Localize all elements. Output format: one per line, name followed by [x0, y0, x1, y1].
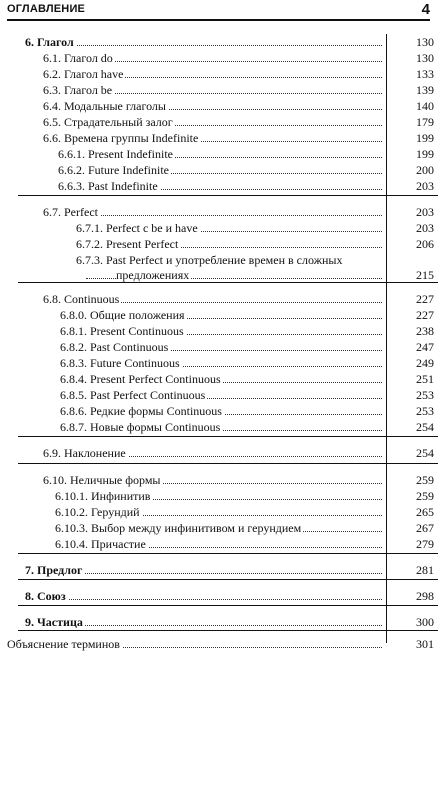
toc-entry-page: 301 [416, 637, 434, 651]
toc-entry-title: Наклонение [64, 446, 126, 460]
toc-entry-title: Новые формы Continuous [90, 420, 221, 434]
section-rule [18, 630, 438, 631]
toc-entry-title: Выбор между инфинитивом и герундием [91, 521, 302, 535]
toc-entry-title: Глагол [37, 35, 74, 49]
toc-entry-number: 6.3. [43, 83, 64, 97]
toc-entry-label [55, 521, 303, 535]
toc-entry-label [58, 147, 175, 161]
toc-entry-title: Неличные формы [70, 473, 161, 487]
toc-entry-page: 203 [416, 179, 434, 193]
toc-entry [0, 99, 440, 113]
toc-entry-page: 300 [416, 615, 434, 629]
toc-entry [0, 473, 440, 487]
toc-entry-number: 6.4. [43, 99, 64, 113]
toc-entry [0, 35, 440, 49]
toc-entry-page: 259 [416, 489, 434, 503]
toc-leader-dots [35, 599, 382, 600]
toc-entry [0, 563, 440, 577]
toc-entry [0, 292, 440, 306]
toc-entry [0, 115, 440, 129]
toc-entry-title: Модальные глаголы [64, 99, 166, 113]
toc-entry-number: 8. [25, 589, 37, 603]
toc-entry-number: 6.10.1. [55, 489, 91, 503]
toc-entry-number: 6.8.2. [60, 340, 90, 354]
toc-entry-page: 253 [416, 388, 434, 402]
toc-entry-title: Present Perfect Continuous [90, 372, 221, 386]
toc-entry-title: Past Perfect Continuous [90, 388, 206, 402]
toc-entry-label [60, 356, 182, 370]
header-title: ОГЛАВЛЕНИЕ [7, 3, 86, 15]
toc-entry [0, 420, 440, 434]
toc-entry-label [43, 83, 114, 97]
toc-entry [0, 589, 440, 603]
section-rule [18, 195, 438, 196]
toc-entry-number: 6.8.1. [60, 324, 90, 338]
toc-leader-dots [35, 625, 382, 626]
toc-entry [0, 489, 440, 503]
toc-entry-label [60, 420, 222, 434]
toc-entry [0, 404, 440, 418]
toc-entry-number: 6.1. [43, 51, 64, 65]
toc-entry-title: Future Continuous [90, 356, 180, 370]
toc-entry-label [55, 489, 152, 503]
toc-entry-page: 199 [416, 131, 434, 145]
toc-entry-page: 179 [416, 115, 434, 129]
toc-entry-number: 6.8.4. [60, 372, 90, 386]
toc-entry-title: Perfect [64, 205, 98, 219]
toc-entry-title: Времена группы Indefinite [64, 131, 199, 145]
section-rule [18, 579, 438, 580]
toc-entry-number: 6.6.2. [58, 163, 88, 177]
toc-entry [0, 537, 440, 551]
toc-entry-number: 9. [25, 615, 37, 629]
toc-entry-label [60, 388, 207, 402]
section-rule [18, 463, 438, 464]
toc-entry-label [43, 131, 200, 145]
toc-entry-title: Past Indefinite [88, 179, 158, 193]
toc-entry-page: 206 [416, 237, 434, 251]
toc-entry-title: Present Continuous [90, 324, 184, 338]
toc-entry-page: 254 [416, 420, 434, 434]
toc-entry-title: Страдательный залог [64, 115, 173, 129]
toc-entry [0, 221, 440, 235]
toc-entry-page: 253 [416, 404, 434, 418]
toc-entry [0, 637, 440, 651]
toc-entry [0, 372, 440, 386]
toc-entry-number: 6.10.2. [55, 505, 91, 519]
toc-entry [0, 205, 440, 219]
toc-entry-label [60, 404, 224, 418]
toc-entry-number: 6.7. [43, 205, 64, 219]
toc-entry-title: Past Perfect и употребление времен в сложных [106, 253, 343, 267]
toc-entry-title: Общие положения [90, 308, 185, 322]
toc-leader-dots [53, 215, 382, 216]
toc-entry-page: 227 [416, 308, 434, 322]
toc-entry-number: 6.8.3. [60, 356, 90, 370]
toc-entry-title: Причастие [91, 537, 146, 551]
toc-entry-page: 203 [416, 221, 434, 235]
toc-entry-label [60, 308, 187, 322]
toc-entry-number: 6.8.5. [60, 388, 90, 402]
toc-entry-number: 6.7.2. [76, 237, 106, 251]
toc-entry-page: 238 [416, 324, 434, 338]
toc-entry-label [43, 67, 125, 81]
toc-entry-title: Present Perfect [106, 237, 179, 251]
toc-entry-title: Частица [37, 615, 83, 629]
toc-entry-title: Союз [37, 589, 66, 603]
toc-entry [0, 163, 440, 177]
toc-entry-number: 7. [25, 563, 37, 577]
toc-entry-number: 6.10.3. [55, 521, 91, 535]
toc-entry-page: 130 [416, 51, 434, 65]
toc-entry-page: 249 [416, 356, 434, 370]
toc-entry-label [76, 253, 344, 267]
toc-entry-number: 6.6.3. [58, 179, 88, 193]
toc-entry [0, 308, 440, 322]
toc-entry-label [43, 292, 121, 306]
toc-entry-title: Future Indefinite [88, 163, 169, 177]
toc-entry-page: 254 [416, 446, 434, 460]
toc-entry-page: 139 [416, 83, 434, 97]
toc-entry-page: 265 [416, 505, 434, 519]
toc-entry [0, 340, 440, 354]
toc-entry-page: 267 [416, 521, 434, 535]
toc-entry-number: 6.8.0. [60, 308, 90, 322]
toc-entry [0, 388, 440, 402]
toc-entry [0, 131, 440, 145]
toc-entry-number: 6.10.4. [55, 537, 91, 551]
toc-entry-label [60, 324, 186, 338]
toc-entry-number: 6.6.1. [58, 147, 88, 161]
toc-entry-page: 199 [416, 147, 434, 161]
toc-entry-page: 215 [416, 268, 434, 282]
toc-entry [0, 446, 440, 460]
toc-entry-number: 6.7.1. [76, 221, 106, 235]
toc-entry-page: 203 [416, 205, 434, 219]
toc-entry-title: Объяснение терминов [7, 637, 120, 651]
toc-entry [0, 179, 440, 193]
toc-entry-title: Perfect с be и have [106, 221, 198, 235]
toc-entry-number: 6.8.6. [60, 404, 90, 418]
toc-entry-page: 281 [416, 563, 434, 577]
toc-entry-label [58, 179, 160, 193]
toc-entry-title: Present Indefinite [88, 147, 173, 161]
toc-entry [0, 356, 440, 370]
toc-entry-page: 247 [416, 340, 434, 354]
toc-entry-label [25, 615, 85, 629]
toc-entry-title: Глагол be [64, 83, 113, 97]
toc-entry-label [43, 115, 175, 129]
toc-entry-number: 6.6. [43, 131, 64, 145]
toc-entry-number: 6. [25, 35, 37, 49]
toc-entry-label [76, 237, 180, 251]
toc-entry-title-continued: предложениях [116, 268, 190, 282]
header-page-number: 4 [421, 1, 430, 18]
toc-entry-title: Инфинитив [91, 489, 151, 503]
toc-entry-number: 6.2. [43, 67, 64, 81]
toc-entry [0, 51, 440, 65]
toc-entry-title: Past Continuous [90, 340, 169, 354]
toc-entry-label [43, 473, 163, 487]
toc-entry [0, 615, 440, 629]
toc-entry-label [43, 205, 100, 219]
toc-entry-label [43, 99, 168, 113]
toc-entry [0, 505, 440, 519]
toc-leader-dots [35, 573, 382, 574]
toc-entry [0, 147, 440, 161]
section-rule [18, 282, 438, 283]
toc-entry [0, 237, 440, 251]
toc-entry-title: Герундий [91, 505, 140, 519]
toc-entry-number: 6.7.3. [76, 253, 106, 267]
toc-entry-page: 227 [416, 292, 434, 306]
toc-entry-number: 6.10. [43, 473, 70, 487]
toc-entry [0, 324, 440, 338]
toc-entry [0, 83, 440, 97]
toc-entry-number: 6.8.7. [60, 420, 90, 434]
toc-entry-label [55, 505, 142, 519]
toc-entry-title: Continuous [64, 292, 120, 306]
toc-leader-dots [35, 45, 382, 46]
toc-entry-title: Глагол do [64, 51, 113, 65]
toc-entry-label [7, 637, 122, 651]
toc-entry-label [25, 35, 76, 49]
toc-entry [0, 521, 440, 535]
toc-entry-label [60, 372, 223, 386]
toc-entry [0, 253, 440, 282]
toc-entry [0, 67, 440, 81]
toc-entry-page: 279 [416, 537, 434, 551]
toc-entry-page: 200 [416, 163, 434, 177]
toc-entry-label [43, 446, 128, 460]
toc-entry-label [55, 537, 148, 551]
section-rule [18, 605, 438, 606]
section-rule [18, 553, 438, 554]
toc-entry-number: 6.5. [43, 115, 64, 129]
toc-entry-title: Глагол have [64, 67, 124, 81]
toc-entry-label [25, 589, 68, 603]
toc-entry-page: 140 [416, 99, 434, 113]
toc-entry-page: 259 [416, 473, 434, 487]
toc-entry-number: 6.9. [43, 446, 64, 460]
toc-entry-title: Редкие формы Continuous [90, 404, 222, 418]
section-rule [18, 436, 438, 437]
toc-entry-label [76, 221, 200, 235]
toc-entry-label [58, 163, 171, 177]
toc-entry-page: 298 [416, 589, 434, 603]
toc-entry-label [43, 51, 115, 65]
toc-entry-number: 6.8. [43, 292, 64, 306]
toc-entry-page: 251 [416, 372, 434, 386]
toc-entry-page: 133 [416, 67, 434, 81]
toc-entry-label [25, 563, 84, 577]
toc-entry-page: 130 [416, 35, 434, 49]
toc-entry-label [60, 340, 170, 354]
toc-entry-title: Предлог [37, 563, 83, 577]
